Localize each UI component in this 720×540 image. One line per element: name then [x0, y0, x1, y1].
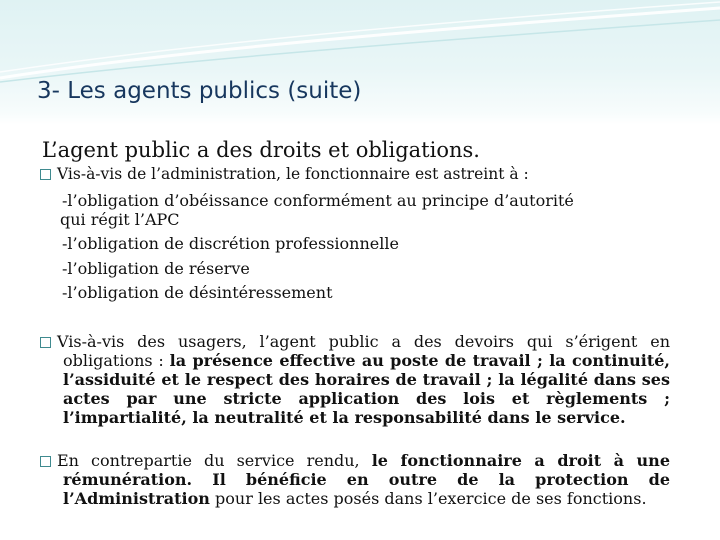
obligation-item: -l’obligation de réserve [62, 259, 250, 278]
obligation-item: -l’obligation d’obéissance conformément au principe d’autorité [62, 191, 574, 210]
bullet-contrepartie-text-end: pour les actes posés dans l’exercice de ses fonctions. [209, 489, 647, 508]
bullet-usagers-bold: la présence effective au poste de travail ; la continuité, l’assiduité et le respect des horaires de travail ; la légalité dans ses actes par une stricte application des lois et règlements ; l’impartialité, la neutralité et la responsabilité dans le service. [63, 351, 670, 427]
bullet-contrepartie-text: En contrepartie du service rendu, [57, 451, 372, 470]
bullet-administration [40, 165, 680, 184]
obligation-item: qui régit l’APC [60, 210, 180, 229]
header-swoosh [0, 0, 720, 125]
slide-title: 3- Les agents publics (suite) [37, 78, 362, 104]
bullet-contrepartie [40, 451, 670, 508]
bullet-box-icon [40, 169, 51, 180]
bullet-box-icon [40, 456, 51, 467]
bullet-contrepartie-bold: le fonctionnaire a droit à une rémunération. Il bénéficie en outre de la protection de l’Administration [63, 451, 670, 508]
bullet-usagers-text: Vis-à-vis des usagers, l’agent public a des devoirs qui s’érigent en obligations : [57, 332, 670, 370]
slide-heading: L’agent public a des droits et obligations. [42, 138, 480, 162]
bullet-usagers [40, 332, 670, 427]
bullet-administration-text: Vis-à-vis de l’administration, le fonctionnaire est astreint à : [57, 165, 529, 183]
obligation-item: -l’obligation de désintéressement [62, 283, 333, 302]
obligation-item: -l’obligation de discrétion professionnelle [62, 234, 399, 253]
bullet-box-icon [40, 337, 51, 348]
